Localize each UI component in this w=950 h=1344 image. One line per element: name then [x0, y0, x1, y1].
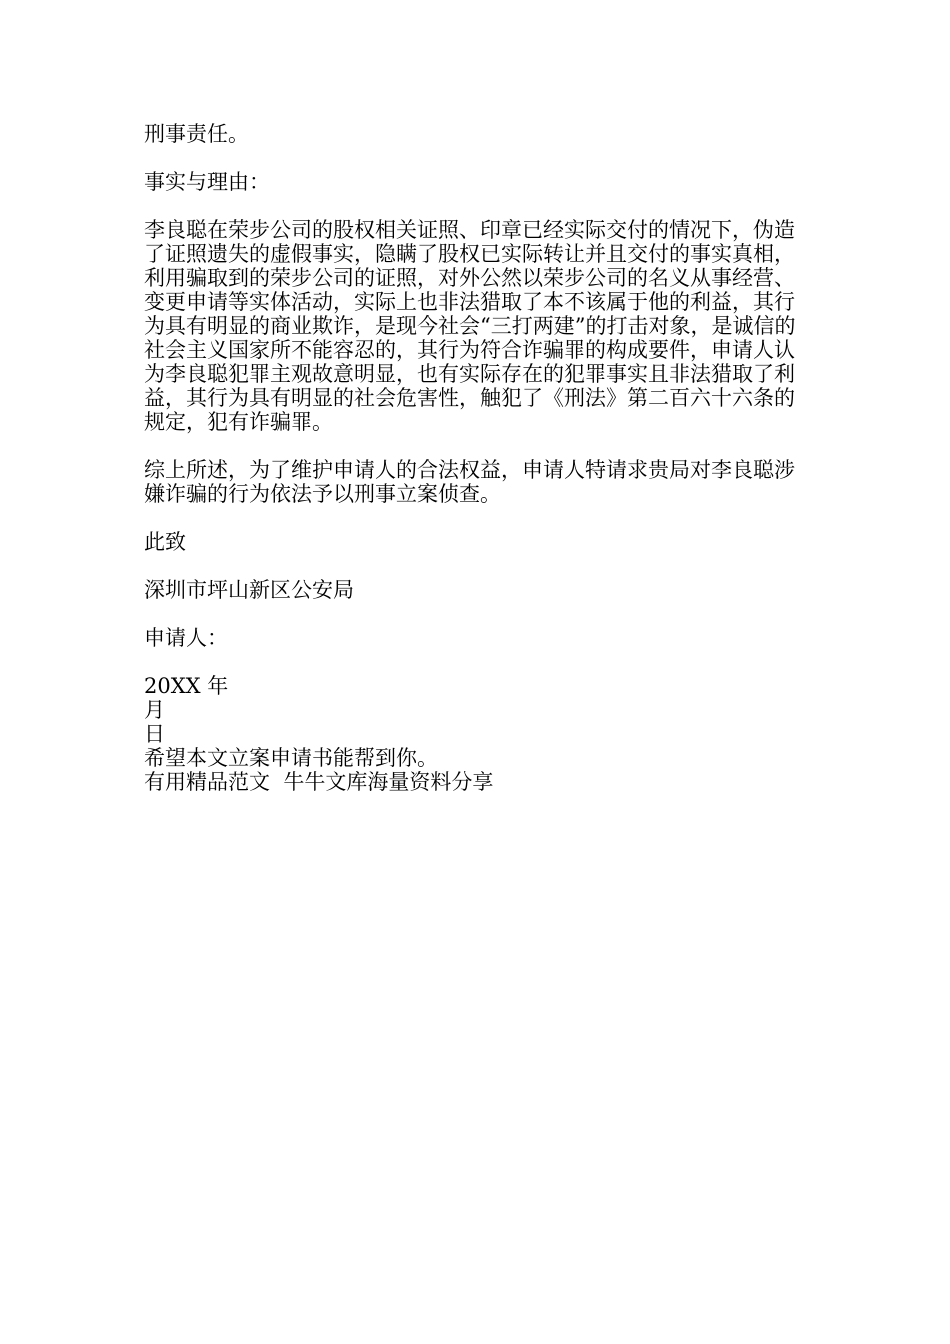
paragraph-summary: 综上所述，为了维护申请人的合法权益，申请人特请求贵局对李良聪涉嫌诈骗的行为依法予以刑事立案侦查。	[144, 458, 795, 506]
document-page	[144, 122, 806, 794]
paragraph-facts: 李良聪在荣步公司的股权相关证照、印章已经实际交付的情况下，伪造了证照遗失的虚假事实，隐瞒了股权已实际转让并且交付的事实真相，利用骗取到的荣步公司的证照，对外公然以荣步公司的名义从事经营、变更申请等实体活动，实际上也非法猎取了本不该属于他的利益，其行为具有明显的商业欺诈，是现今社会“三打两建”的打击对象，是诚信的社会主义国家所不能容忍的，其行为符合诈骗罪的构成要件，申请人认为李良聪犯罪主观故意明显，也有实际存在的犯罪事实且非法猎取了利益，其行为具有明显的社会危害性，触犯了《刑法》第二百六十六条的规定，犯有诈骗罪。	[144, 218, 796, 434]
date-day: 日	[144, 722, 165, 746]
footer-note: 有用精品范文 牛牛文库海量资料分享	[144, 770, 494, 794]
salutation: 此致	[144, 530, 186, 554]
date-year: 20XX 年	[144, 674, 229, 698]
date-block	[144, 674, 806, 794]
closing-note: 希望本文立案申请书能帮到你。	[144, 746, 438, 770]
applicant-label: 申请人：	[144, 626, 228, 650]
recipient: 深圳市坪山新区公安局	[144, 578, 354, 602]
date-month: 月	[144, 698, 165, 722]
paragraph-criminal-liability: 刑事责任。	[144, 122, 249, 146]
heading-facts-and-reasons: 事实与理由：	[144, 170, 270, 194]
